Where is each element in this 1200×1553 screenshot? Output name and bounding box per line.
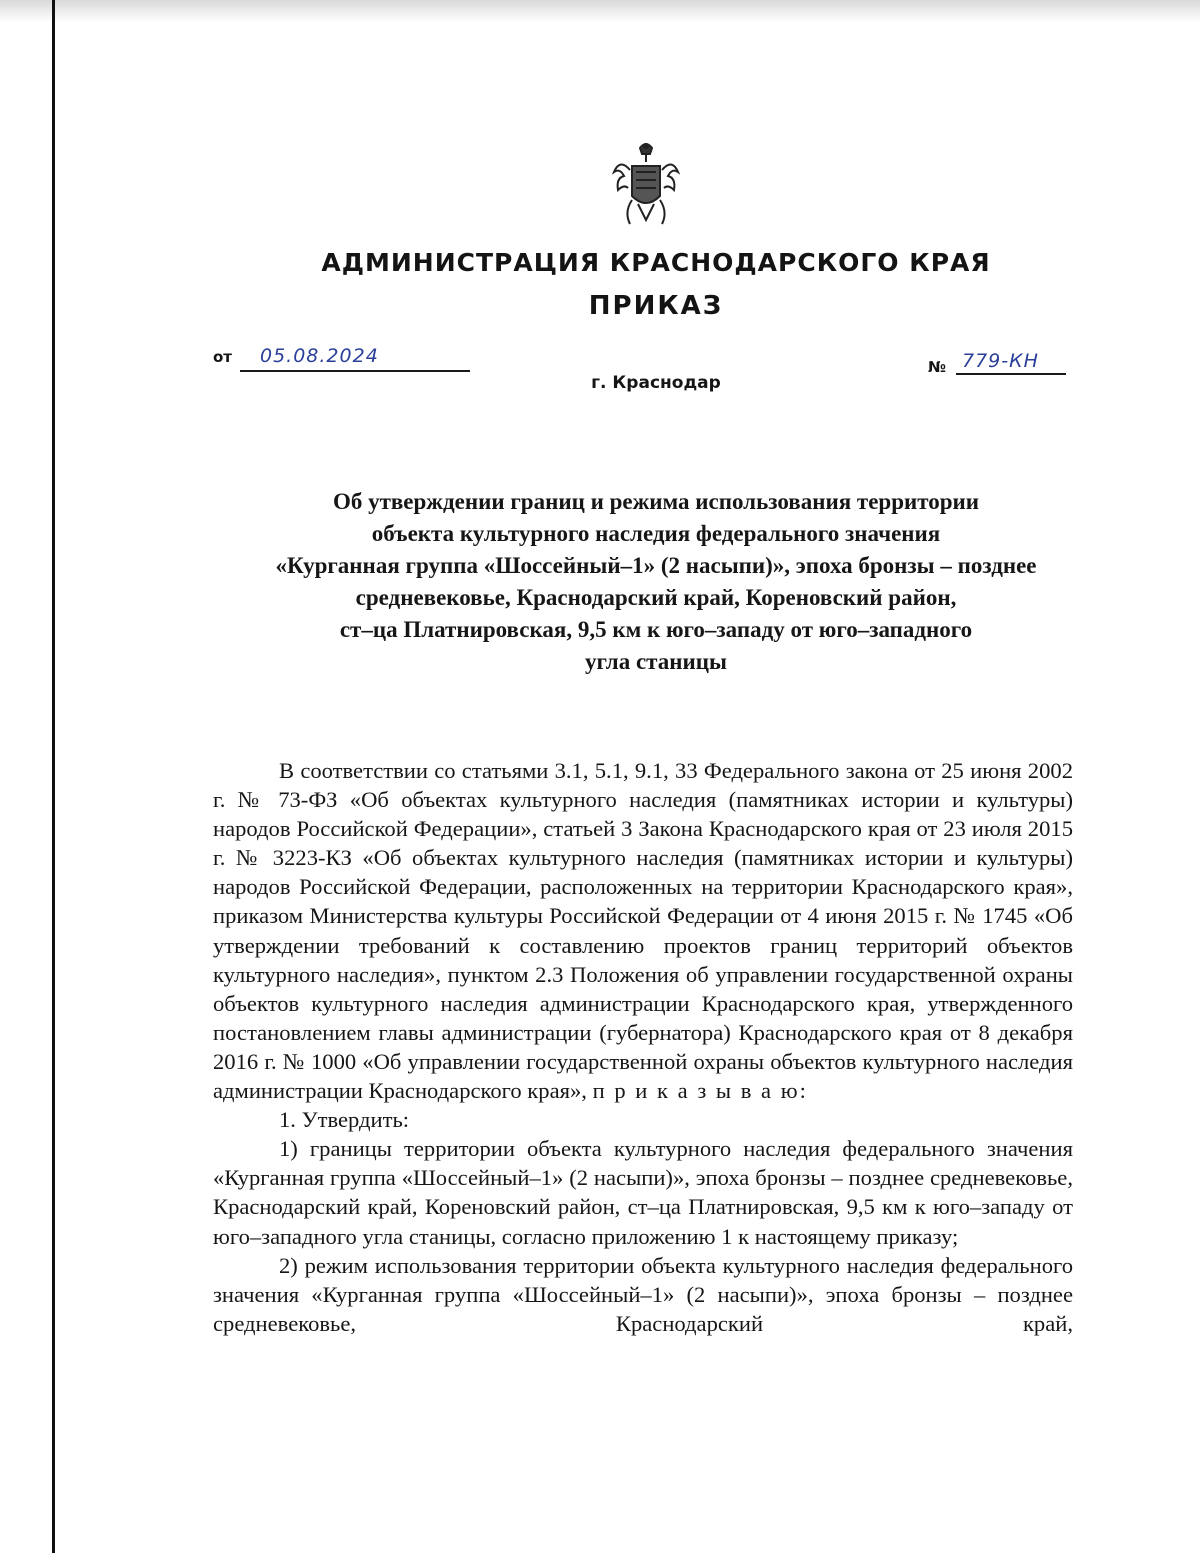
subject-line: средневековье, Краснодарский край, Кореновский район, [355,585,957,610]
coat-of-arms-emblem [610,138,682,228]
scan-page-edge [52,0,55,1553]
number-label: № [928,358,947,376]
subject-line: объекта культурного наследия федерального значения [371,521,941,546]
subject-line: ст–ца Платнировская, 9,5 км к юго–западу от юго–западного [339,617,973,642]
order-word: п р и к а з ы в а ю: [592,1078,808,1104]
subject-line: угла станицы [585,649,727,674]
organization-title: АДМИНИСТРАЦИЯ КРАСНОДАРСКОГО КРАЯ [321,248,991,277]
handwritten-number: 779-КН [962,350,1039,372]
item-1-1-boundaries: 1) границы территории объекта культурного наследия федерального значения «Курганная группа «Шоссейный–1» (2 насыпи)», эпоха бронзы – позднее средневековье, Краснодарский край, Кореновский район, ст–ца Платнировская, 9,5 км к юго–западу от юго–западного угла станицы, согласно приложению 1 к настоящему приказу; [213,1136,1073,1249]
scan-edge-shadow [0,0,1200,22]
item-1: 1. Утвердить: [279,1107,410,1133]
document-type-title: ПРИКАЗ [588,291,724,321]
city-line: г. Краснодар [591,373,721,393]
date-underline [240,370,470,372]
subject-line: «Курганная группа «Шоссейный–1» (2 насыпи)», эпоха бронзы – позднее [275,553,1037,578]
preamble-text: В соответствии со статьями 3.1, 5.1, 9.1, 33 Федерального закона от 25 июня 2002 г. № 73-ФЗ «Об объектах культурного наследия (памятниках истории и культуры) народов Российской Федерации», статьей 3 Закона Краснодарского края от 23 июля 2015 г. № 3223-КЗ «Об объектах культурного наследия (памятниках истории и культуры) народов Российской Федерации, расположенных на территории Краснодарского края», приказом Министерства культуры Российской Федерации от 4 июня 2015 г. № 1745 «Об утверждении требований к составлению проектов границ территорий объектов культурного наследия», пунктом 2.3 Положения об управлении государственной охраны объектов культурного наследия администрации Краснодарского края, утвержденного постановлением главы администрации (губернатора) Краснодарского края от 8 декабря 2016 г. № 1000 «Об управлении государственной охраны объектов культурного наследия администрации Краснодарского края», [213,758,1073,1104]
handwritten-date: 05.08.2024 [260,345,379,367]
date-label: от [213,348,232,366]
order-body [213,756,1073,1338]
subject-line: Об утверждении границ и режима использования территории [332,489,980,514]
order-subject [200,486,1112,678]
item-1-2-usage-regime: 2) режим использования территории объекта культурного наследия федерального значения «Курганная группа «Шоссейный–1» (2 насыпи)», эпоха бронзы – позднее средневековье, Краснодарский край, [213,1252,1073,1336]
preamble-paragraph [213,756,1073,1105]
